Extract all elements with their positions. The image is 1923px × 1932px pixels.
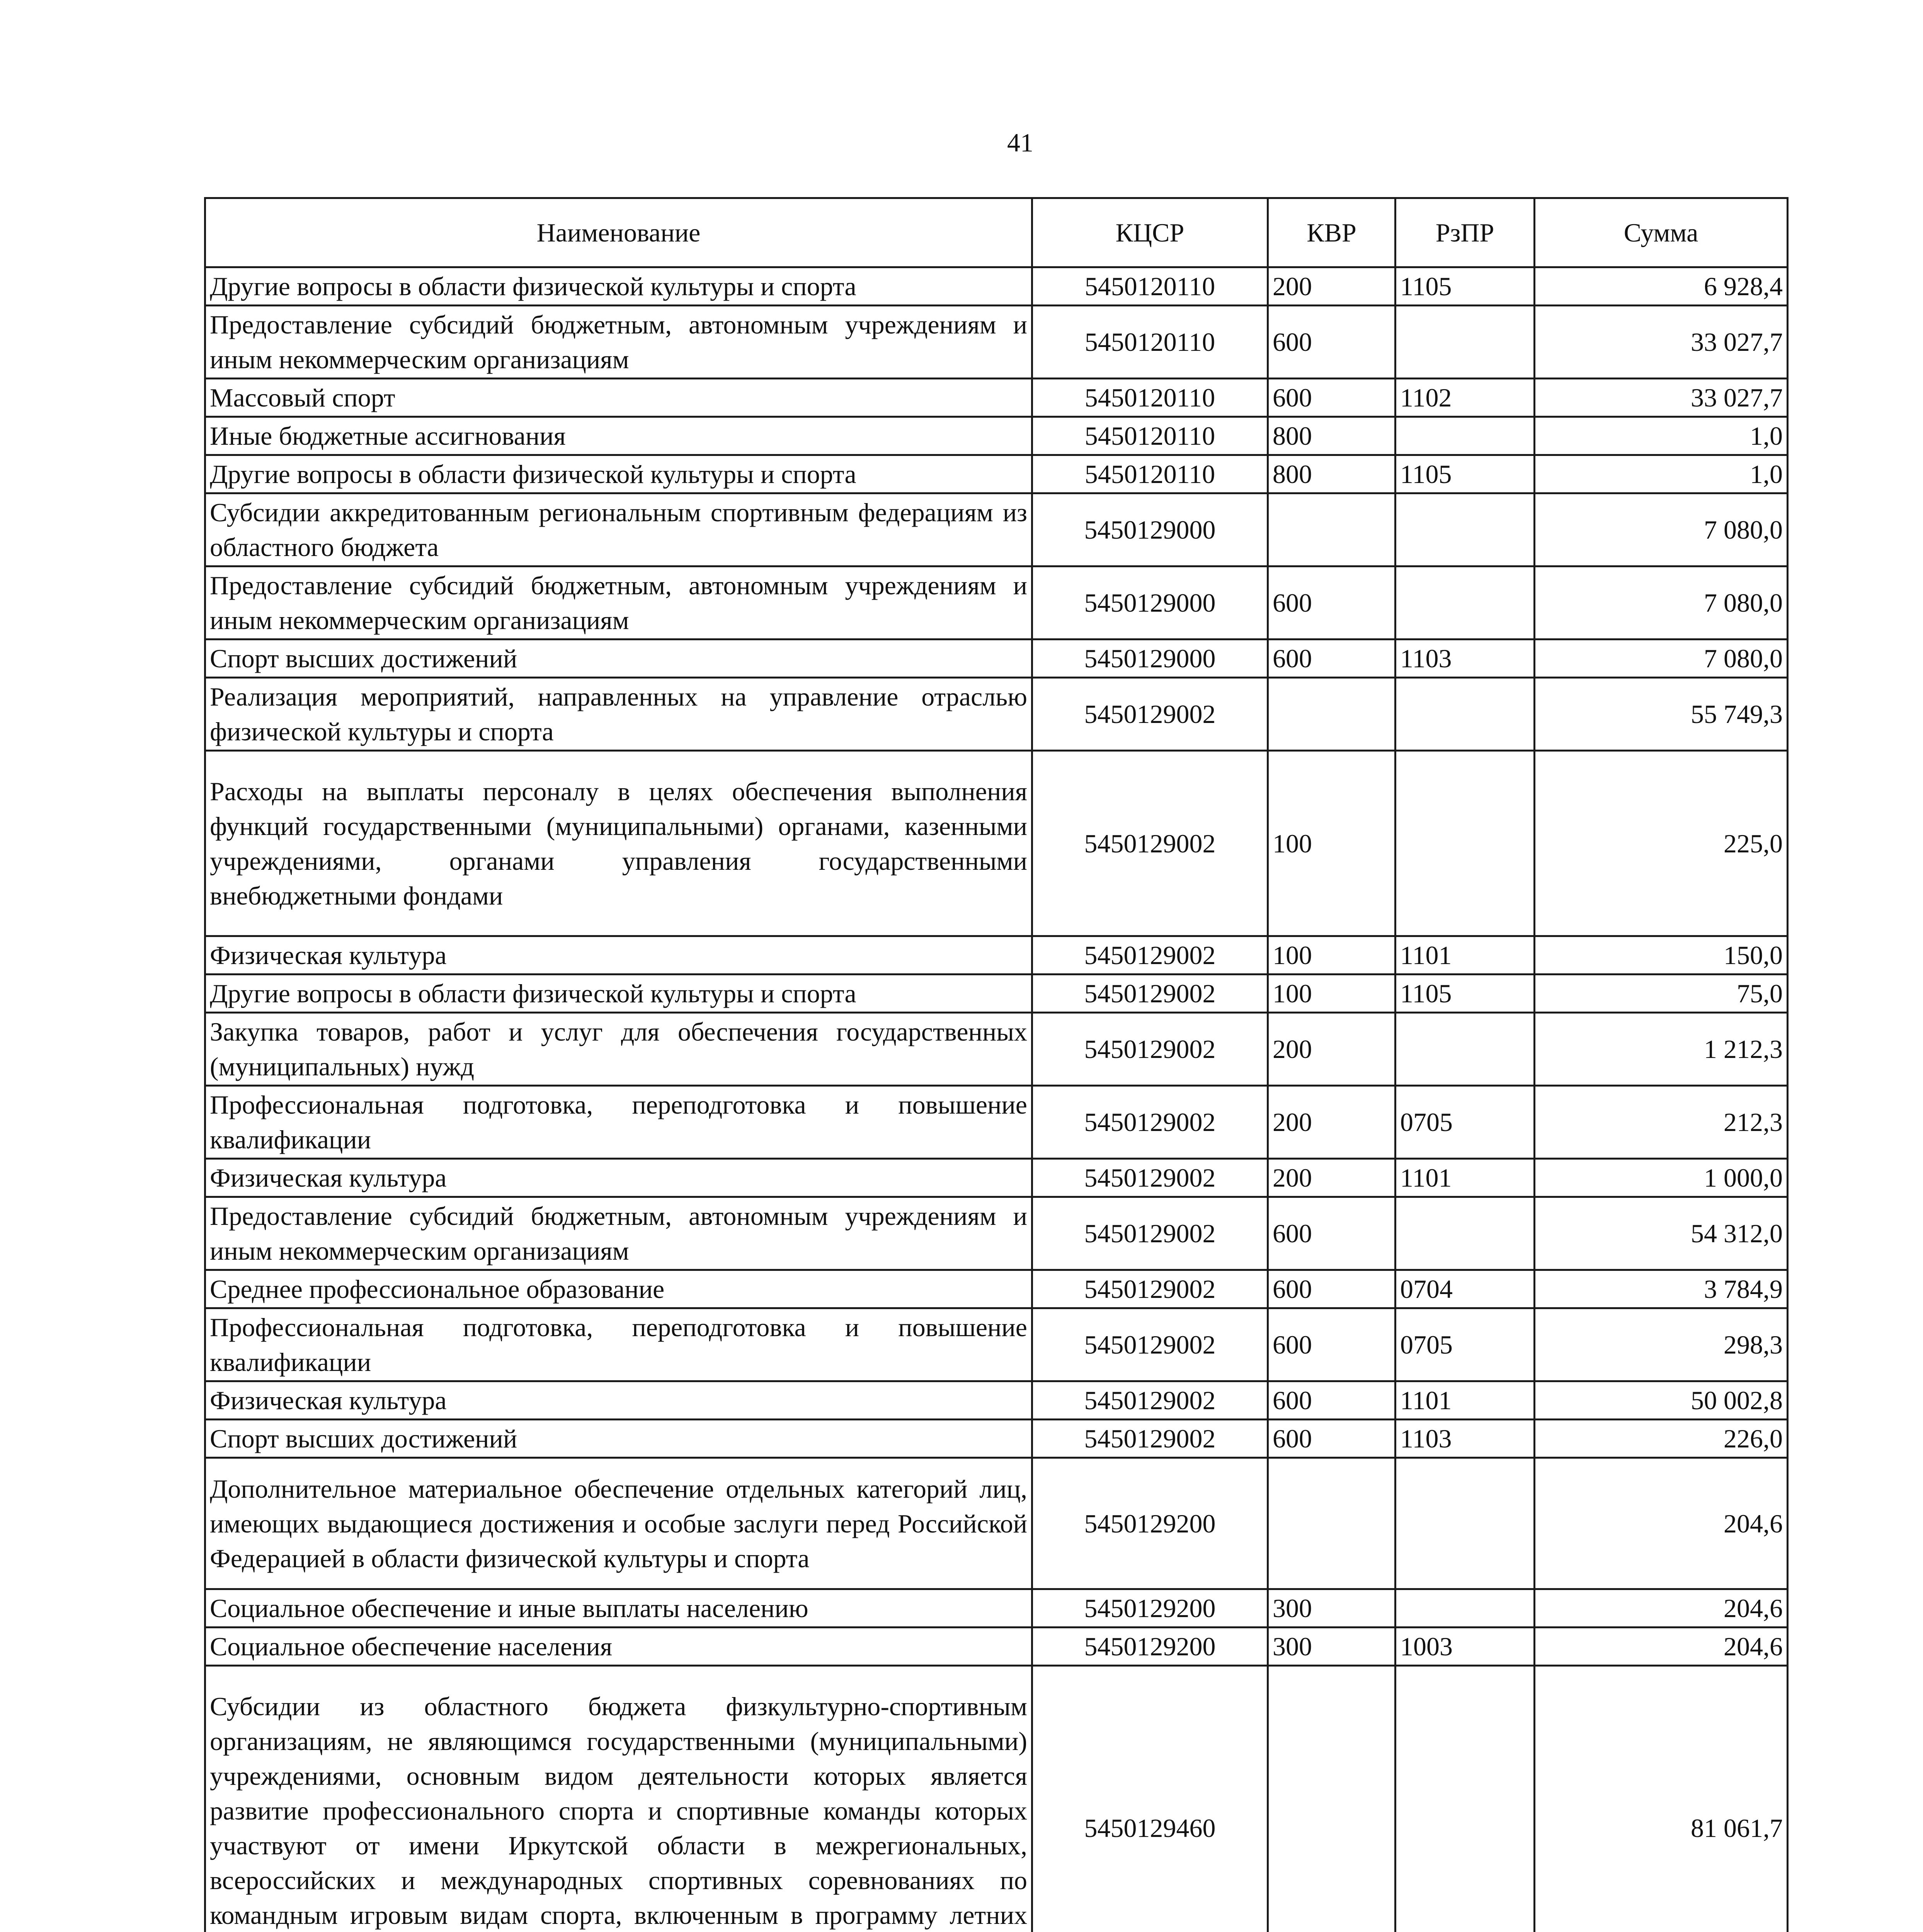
cell-kvr: 200 (1268, 1086, 1395, 1159)
table-row (205, 267, 1788, 306)
table-row (205, 1159, 1788, 1197)
cell-kvr (1268, 678, 1395, 751)
cell-name: Среднее профессиональное образование (205, 1270, 1032, 1308)
cell-rzpr (1395, 566, 1535, 639)
cell-name: Предоставление субсидий бюджетным, автономным учреждениям и иным некоммерческим организациям (205, 1197, 1032, 1270)
cell-kvr: 300 (1268, 1589, 1395, 1628)
header-kvr: КВР (1268, 198, 1395, 267)
header-name: Наименование (205, 198, 1032, 267)
cell-name: Профессиональная подготовка, переподготовка и повышение квалификации (205, 1308, 1032, 1381)
cell-kcsr: 5450129002 (1032, 678, 1268, 751)
header-kcsr: КЦСР (1032, 198, 1268, 267)
table-row (205, 1197, 1788, 1270)
cell-kvr: 100 (1268, 936, 1395, 975)
cell-rzpr (1395, 751, 1535, 936)
cell-sum: 33 027,7 (1535, 306, 1788, 379)
cell-kcsr: 5450120110 (1032, 267, 1268, 306)
table-row (205, 306, 1788, 379)
cell-name: Физическая культура (205, 936, 1032, 975)
cell-kcsr: 5450129002 (1032, 751, 1268, 936)
cell-name: Спорт высших достижений (205, 639, 1032, 678)
cell-rzpr: 1101 (1395, 936, 1535, 975)
cell-kcsr: 5450120110 (1032, 417, 1268, 455)
table-row (205, 1013, 1788, 1086)
cell-rzpr (1395, 1197, 1535, 1270)
cell-kcsr: 5450129002 (1032, 936, 1268, 975)
cell-sum: 7 080,0 (1535, 566, 1788, 639)
cell-kvr: 600 (1268, 1197, 1395, 1270)
cell-sum: 204,6 (1535, 1628, 1788, 1666)
cell-name: Другие вопросы в области физической культуры и спорта (205, 975, 1032, 1013)
cell-kvr: 600 (1268, 1381, 1395, 1420)
cell-kvr: 100 (1268, 751, 1395, 936)
cell-sum: 204,6 (1535, 1458, 1788, 1589)
cell-kcsr: 5450129002 (1032, 1086, 1268, 1159)
cell-name: Массовый спорт (205, 379, 1032, 417)
cell-sum: 7 080,0 (1535, 639, 1788, 678)
table-row (205, 751, 1788, 936)
table-row (205, 1628, 1788, 1666)
cell-sum: 81 061,7 (1535, 1666, 1788, 1932)
table-row (205, 1308, 1788, 1381)
cell-kcsr: 5450120110 (1032, 455, 1268, 493)
cell-kcsr: 5450129002 (1032, 1381, 1268, 1420)
cell-rzpr: 0705 (1395, 1308, 1535, 1381)
cell-rzpr (1395, 678, 1535, 751)
cell-sum: 6 928,4 (1535, 267, 1788, 306)
cell-sum: 3 784,9 (1535, 1270, 1788, 1308)
cell-kcsr: 5450129002 (1032, 1420, 1268, 1458)
table-row (205, 566, 1788, 639)
table-row (205, 1589, 1788, 1628)
cell-kcsr: 5450129200 (1032, 1628, 1268, 1666)
cell-rzpr: 1101 (1395, 1159, 1535, 1197)
table-row (205, 1381, 1788, 1420)
cell-rzpr: 1105 (1395, 455, 1535, 493)
cell-rzpr: 0705 (1395, 1086, 1535, 1159)
cell-kcsr: 5450120110 (1032, 306, 1268, 379)
table-row (205, 975, 1788, 1013)
cell-sum: 1 000,0 (1535, 1159, 1788, 1197)
cell-kcsr: 5450129000 (1032, 639, 1268, 678)
cell-kcsr: 5450129002 (1032, 975, 1268, 1013)
cell-kvr (1268, 1666, 1395, 1932)
cell-kcsr: 5450120110 (1032, 379, 1268, 417)
cell-name: Дополнительное материальное обеспечение отдельных категорий лиц, имеющих выдающиеся достижения и особые заслуги перед Российской Федерацией в области физической культуры и спорта (205, 1458, 1032, 1589)
cell-kvr: 600 (1268, 639, 1395, 678)
cell-kvr (1268, 1458, 1395, 1589)
cell-rzpr: 1102 (1395, 379, 1535, 417)
cell-name: Социальное обеспечение и иные выплаты населению (205, 1589, 1032, 1628)
cell-rzpr (1395, 1458, 1535, 1589)
cell-kcsr: 5450129002 (1032, 1270, 1268, 1308)
cell-rzpr (1395, 417, 1535, 455)
table-row (205, 1666, 1788, 1932)
cell-sum: 150,0 (1535, 936, 1788, 975)
cell-rzpr (1395, 493, 1535, 566)
cell-rzpr (1395, 1589, 1535, 1628)
cell-sum: 204,6 (1535, 1589, 1788, 1628)
table-row (205, 639, 1788, 678)
cell-name: Другие вопросы в области физической культуры и спорта (205, 455, 1032, 493)
cell-sum: 54 312,0 (1535, 1197, 1788, 1270)
cell-kcsr: 5450129200 (1032, 1458, 1268, 1589)
header-rzpr: РзПР (1395, 198, 1535, 267)
cell-kvr: 600 (1268, 306, 1395, 379)
cell-name: Расходы на выплаты персоналу в целях обеспечения выполнения функций государственными (муниципальными) органами, казенными учреждениями, органами управления государственными внебюджетными фондами (205, 751, 1032, 936)
table-row (205, 1458, 1788, 1589)
cell-sum: 1,0 (1535, 417, 1788, 455)
cell-name: Профессиональная подготовка, переподготовка и повышение квалификации (205, 1086, 1032, 1159)
cell-name: Закупка товаров, работ и услуг для обеспечения государственных (муниципальных) нужд (205, 1013, 1032, 1086)
table-row (205, 1270, 1788, 1308)
table-row (205, 379, 1788, 417)
table-row (205, 1086, 1788, 1159)
cell-sum: 50 002,8 (1535, 1381, 1788, 1420)
cell-rzpr: 1003 (1395, 1628, 1535, 1666)
cell-name: Иные бюджетные ассигнования (205, 417, 1032, 455)
cell-name: Предоставление субсидий бюджетным, автономным учреждениям и иным некоммерческим организациям (205, 566, 1032, 639)
cell-rzpr: 1101 (1395, 1381, 1535, 1420)
table-row (205, 455, 1788, 493)
cell-kcsr: 5450129000 (1032, 566, 1268, 639)
cell-name: Субсидии аккредитованным региональным спортивным федерациям из областного бюджета (205, 493, 1032, 566)
cell-kvr: 600 (1268, 1308, 1395, 1381)
cell-sum: 1,0 (1535, 455, 1788, 493)
cell-kcsr: 5450129002 (1032, 1159, 1268, 1197)
cell-name: Социальное обеспечение населения (205, 1628, 1032, 1666)
table-row (205, 493, 1788, 566)
cell-sum: 7 080,0 (1535, 493, 1788, 566)
cell-kvr: 200 (1268, 1159, 1395, 1197)
cell-kvr: 800 (1268, 455, 1395, 493)
cell-sum: 225,0 (1535, 751, 1788, 936)
cell-kvr: 800 (1268, 417, 1395, 455)
cell-name: Предоставление субсидий бюджетным, автономным учреждениям и иным некоммерческим организациям (205, 306, 1032, 379)
table-row (205, 936, 1788, 975)
cell-sum: 226,0 (1535, 1420, 1788, 1458)
cell-kvr: 200 (1268, 267, 1395, 306)
cell-kvr: 600 (1268, 566, 1395, 639)
cell-rzpr (1395, 306, 1535, 379)
cell-kvr: 200 (1268, 1013, 1395, 1086)
cell-sum: 298,3 (1535, 1308, 1788, 1381)
cell-rzpr: 1105 (1395, 267, 1535, 306)
table-body (205, 267, 1788, 1932)
budget-table (204, 197, 1789, 1932)
cell-kcsr: 5450129002 (1032, 1013, 1268, 1086)
cell-kcsr: 5450129460 (1032, 1666, 1268, 1932)
cell-rzpr (1395, 1013, 1535, 1086)
cell-rzpr: 1103 (1395, 639, 1535, 678)
cell-kcsr: 5450129200 (1032, 1589, 1268, 1628)
cell-sum: 55 749,3 (1535, 678, 1788, 751)
table-header-row (205, 198, 1788, 267)
cell-rzpr (1395, 1666, 1535, 1932)
table-row (205, 678, 1788, 751)
page-number: 41 (1007, 128, 1033, 157)
cell-name: Спорт высших достижений (205, 1420, 1032, 1458)
cell-sum: 33 027,7 (1535, 379, 1788, 417)
cell-kvr: 300 (1268, 1628, 1395, 1666)
cell-name: Субсидии из областного бюджета физкультурно-спортивным организациям, не являющимся государственными (муниципальными) учреждениями, основным видом деятельности которых является развитие профессионального спорта и спортивные команды которых участвуют от имени Иркутской области в межрегиональных, всероссийских и международных спортивных соревнованиях по командным игровым видам спорта, включенным в программу летних (205, 1666, 1032, 1932)
header-sum: Сумма (1535, 198, 1788, 267)
cell-kvr: 600 (1268, 1420, 1395, 1458)
cell-kcsr: 5450129002 (1032, 1308, 1268, 1381)
cell-sum: 1 212,3 (1535, 1013, 1788, 1086)
cell-kcsr: 5450129002 (1032, 1197, 1268, 1270)
cell-name: Физическая культура (205, 1381, 1032, 1420)
cell-name: Другие вопросы в области физической культуры и спорта (205, 267, 1032, 306)
table-row (205, 417, 1788, 455)
cell-kvr: 100 (1268, 975, 1395, 1013)
cell-kvr: 600 (1268, 1270, 1395, 1308)
cell-sum: 75,0 (1535, 975, 1788, 1013)
cell-kvr (1268, 493, 1395, 566)
cell-rzpr: 0704 (1395, 1270, 1535, 1308)
cell-name: Физическая культура (205, 1159, 1032, 1197)
cell-rzpr: 1105 (1395, 975, 1535, 1013)
cell-kvr: 600 (1268, 379, 1395, 417)
cell-sum: 212,3 (1535, 1086, 1788, 1159)
table-row (205, 1420, 1788, 1458)
cell-name: Реализация мероприятий, направленных на управление отраслью физической культуры и спорта (205, 678, 1032, 751)
cell-rzpr: 1103 (1395, 1420, 1535, 1458)
cell-kcsr: 5450129000 (1032, 493, 1268, 566)
